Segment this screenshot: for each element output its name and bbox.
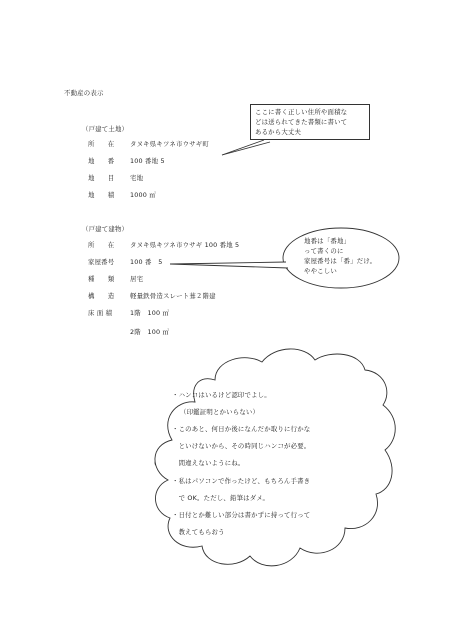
building-label: 所 在 xyxy=(88,241,115,249)
cloud-line: ・ハンコはいるけど認印でよし。 xyxy=(172,391,271,399)
cloud-line: ・私はパソコンで作ったけど、もちろん手書き xyxy=(172,477,311,485)
land-value: 1000 ㎡ xyxy=(130,191,156,199)
land-note-line: ここに書く正しい住所や面積な xyxy=(255,108,348,116)
building-value: 軽量鉄骨造スレート葺２階建 xyxy=(130,292,216,300)
cloud-line: といけないから、その時同じハンコが必要。 xyxy=(172,442,311,450)
building-floor2: 2階 100 ㎡ xyxy=(130,328,170,336)
land-value: タヌキ県キツネ市ウサギ町 xyxy=(130,140,209,148)
cloud-line: 教えてもらおう xyxy=(172,528,225,536)
land-value: 100 番地 5 xyxy=(130,157,165,165)
page-heading: 不動産の表示 xyxy=(64,89,104,97)
building-header: （戸建て建物） xyxy=(82,225,129,233)
cloud-line: ・このあと、何日か後になんだか取りに行かな xyxy=(172,425,311,433)
building-label: 構 造 xyxy=(88,292,115,300)
land-note-line: あるから大丈夫 xyxy=(255,128,302,136)
land-note-pointer xyxy=(222,140,270,155)
building-value: 100 番 5 xyxy=(130,258,163,266)
building-value: タヌキ県キツネ市ウサギ 100 番地 5 xyxy=(130,241,240,249)
cloud-line: （印鑑証明とかいらない） xyxy=(180,408,260,416)
land-label: 地 積 xyxy=(88,191,115,199)
land-note-box xyxy=(250,104,370,140)
building-value: 1階 100 ㎡ xyxy=(130,309,170,317)
land-value: 宅地 xyxy=(130,174,144,182)
cloud-line: 間違えないようにね。 xyxy=(172,459,245,467)
building-note-line: って書くのに xyxy=(304,247,344,255)
building-label: 種 類 xyxy=(88,275,115,283)
cloud-line: で OK。ただし、鉛筆はダメ。 xyxy=(172,494,270,502)
land-header: （戸建て土地） xyxy=(82,125,129,133)
land-label: 地 目 xyxy=(88,174,115,182)
building-label: 床 面 積 xyxy=(88,309,113,317)
building-label: 家屋番号 xyxy=(88,258,115,266)
building-value: 居宅 xyxy=(130,275,144,283)
building-note-line: ややこしい xyxy=(304,267,337,275)
cloud-line: ・日付とか難しい部分は書かずに持って行って xyxy=(172,511,311,519)
building-note-line: 地番は「番地」 xyxy=(304,237,351,245)
land-note-line: どは送られてきた書類に書いて xyxy=(255,118,348,126)
building-note-line: 家屋番号は「番」だけ。 xyxy=(304,257,377,265)
land-label: 所 在 xyxy=(88,140,115,148)
land-label: 地 番 xyxy=(88,157,115,165)
